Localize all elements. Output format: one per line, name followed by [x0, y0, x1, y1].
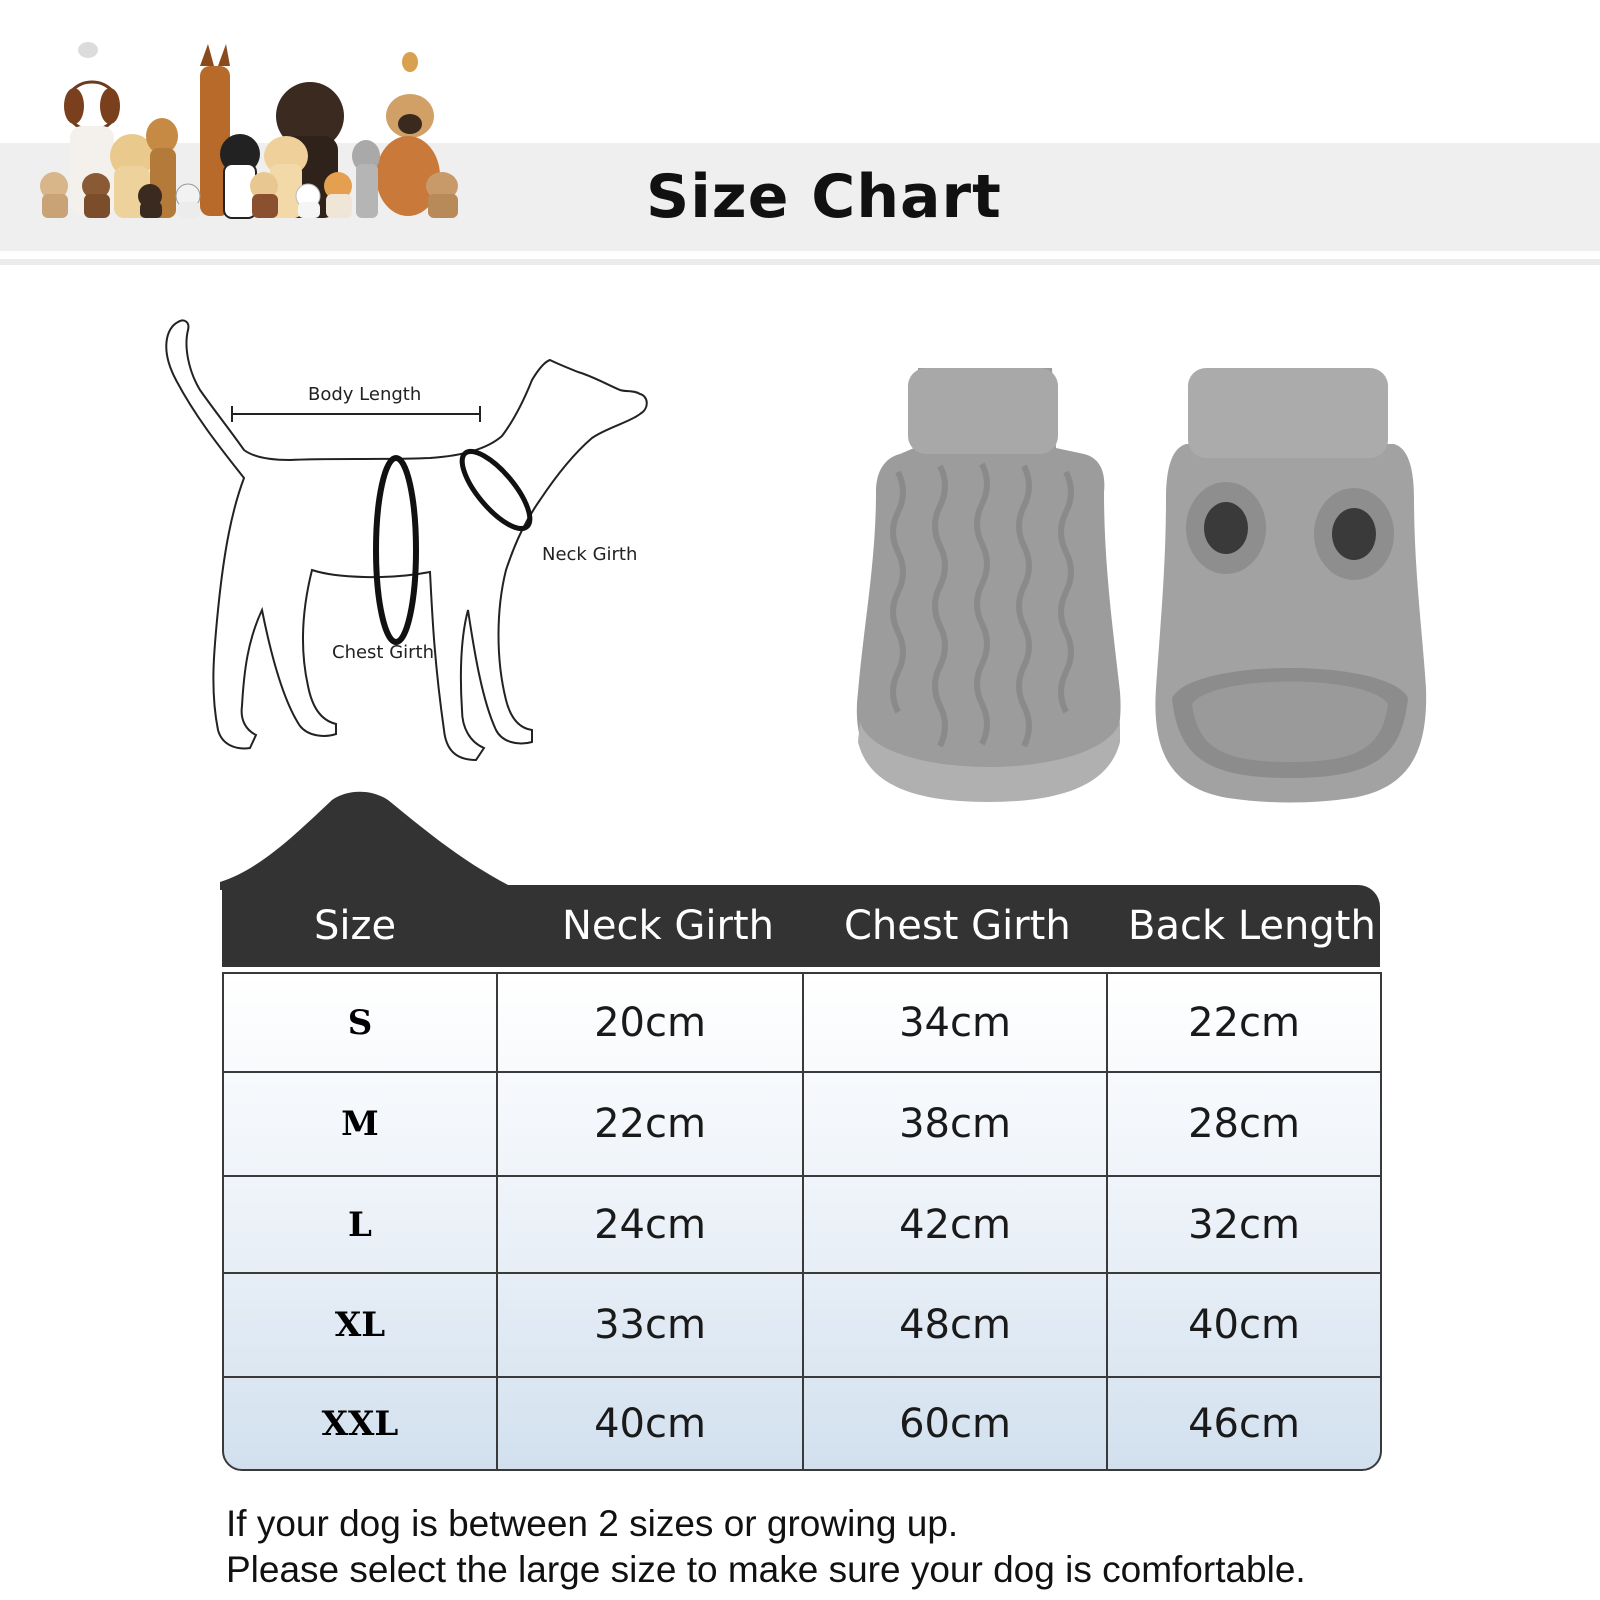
dog-measurement-diagram [140, 310, 680, 785]
chest-girth-cell: 60cm [899, 1400, 1011, 1447]
neck-girth-cell: 22cm [594, 1101, 706, 1147]
neck-girth-label: Neck Girth [542, 544, 638, 565]
size-cell: L [348, 1204, 372, 1245]
body-length-label: Body Length [308, 384, 422, 405]
table-row [224, 1378, 1380, 1469]
header-back-length: Back Length [1128, 903, 1376, 949]
note-line-2: Please select the large size to make sure your dog is comfortable. [226, 1549, 1306, 1590]
table-tab-decoration [220, 790, 520, 890]
table-row [224, 1177, 1380, 1272]
header-neck-girth: Neck Girth [562, 903, 774, 949]
size-cell: M [341, 1104, 379, 1144]
table-header-row [222, 885, 1380, 967]
back-length-cell: 28cm [1188, 1101, 1300, 1147]
header-size: Size [314, 903, 397, 949]
back-length-cell: 32cm [1188, 1201, 1300, 1248]
chest-girth-cell: 48cm [899, 1302, 1011, 1348]
note-line-1: If your dog is between 2 sizes or growing up. [226, 1503, 959, 1544]
table-row [224, 1274, 1380, 1376]
back-length-cell: 46cm [1188, 1400, 1300, 1447]
chest-girth-cell: 42cm [899, 1201, 1011, 1248]
neck-girth-cell: 33cm [594, 1302, 706, 1348]
size-cell: XXL [321, 1403, 399, 1444]
table-row [224, 974, 1380, 1071]
size-table [222, 972, 1382, 1471]
size-cell: S [347, 1002, 373, 1043]
dogs-group-illustration [32, 36, 472, 232]
back-length-cell: 40cm [1188, 1302, 1300, 1348]
size-cell: XL [334, 1305, 386, 1345]
neck-girth-cell: 24cm [594, 1201, 706, 1248]
back-length-cell: 22cm [1188, 999, 1300, 1046]
sweater-back-image [1152, 368, 1428, 812]
sweater-front-image [848, 362, 1134, 812]
neck-girth-cell: 40cm [594, 1400, 706, 1447]
page-title: Size Chart [646, 162, 1002, 232]
chest-girth-cell: 38cm [899, 1101, 1011, 1147]
header-divider [0, 259, 1600, 265]
header-chest-girth: Chest Girth [844, 903, 1071, 949]
table-row [224, 1073, 1380, 1175]
chest-girth-cell: 34cm [899, 999, 1011, 1046]
neck-girth-cell: 20cm [594, 999, 706, 1046]
chest-girth-label: Chest Girth [332, 642, 435, 663]
